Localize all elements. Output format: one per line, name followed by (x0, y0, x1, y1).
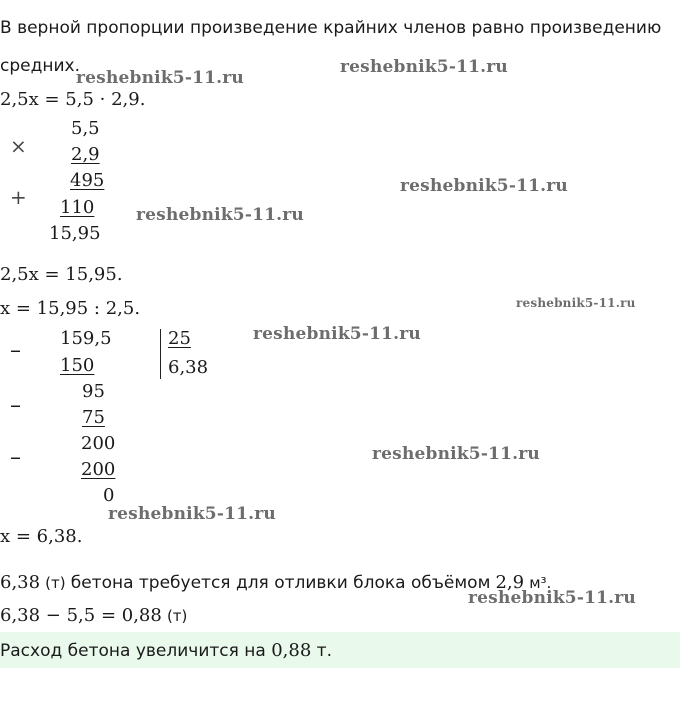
sentence-value: 6,38 (0, 572, 41, 593)
intro-line-1: В верной пропорции произведение крайних членов равно произведению (0, 18, 662, 38)
subtrahend-1: 150 (60, 355, 95, 376)
answer-unit: т. (316, 641, 332, 661)
product-result: 15,95 (49, 223, 101, 244)
final-remainder: 0 (103, 485, 115, 506)
remainder-2: 200 (81, 433, 116, 454)
sentence-volume-unit: м³. (529, 574, 552, 592)
equation-solution: x = 6,38. (0, 526, 83, 547)
answer-text: Расход бетона увеличится на (0, 641, 266, 661)
subtrahend-2: 75 (82, 407, 105, 428)
watermark: reshebnik5-11.ru (136, 205, 304, 225)
watermark: reshebnik5-11.ru (400, 176, 568, 196)
partial-product-2: 110 (60, 197, 95, 218)
plus-sign: + (10, 185, 27, 209)
watermark: reshebnik5-11.ru (516, 296, 636, 310)
remainder-1: 95 (82, 381, 105, 402)
multiply-sign: × (10, 134, 27, 158)
quotient: 6,38 (168, 357, 209, 378)
watermark: reshebnik5-11.ru (253, 324, 421, 344)
subtrahend-3: 200 (81, 459, 116, 480)
multiplier: 2,9 (71, 144, 100, 165)
watermark: reshebnik5-11.ru (108, 504, 276, 524)
dividend: 159,5 (60, 328, 112, 349)
equation-proportion: 2,5x = 5,5 · 2,9. (0, 89, 146, 110)
partial-product-1: 495 (70, 170, 105, 191)
answer-line (0, 640, 332, 661)
difference-unit: (т) (166, 607, 188, 625)
intro-line-2: средних. (0, 56, 80, 76)
divisor: 25 (168, 328, 191, 349)
watermark: reshebnik5-11.ru (372, 444, 540, 464)
difference-line (0, 605, 187, 626)
sentence-text: бетона требуется для отливки блока объёмом (70, 573, 491, 593)
equation-product: 2,5x = 15,95. (0, 264, 123, 285)
sentence-unit: (т) (45, 574, 66, 592)
sentence-volume: 2,9 (495, 572, 525, 593)
division-bracket (160, 329, 161, 379)
multiplicand: 5,5 (71, 118, 100, 139)
minus-sign-3: – (10, 445, 21, 470)
watermark: reshebnik5-11.ru (468, 588, 636, 608)
watermark: reshebnik5-11.ru (340, 57, 508, 77)
equation-division: x = 15,95 : 2,5. (0, 298, 141, 319)
watermark: reshebnik5-11.ru (76, 68, 244, 88)
minus-sign-1: – (10, 338, 21, 363)
answer-box (0, 632, 680, 668)
minus-sign-2: – (10, 393, 21, 418)
answer-value: 0,88 (271, 640, 312, 661)
difference-expression: 6,38 − 5,5 = 0,88 (0, 605, 162, 626)
